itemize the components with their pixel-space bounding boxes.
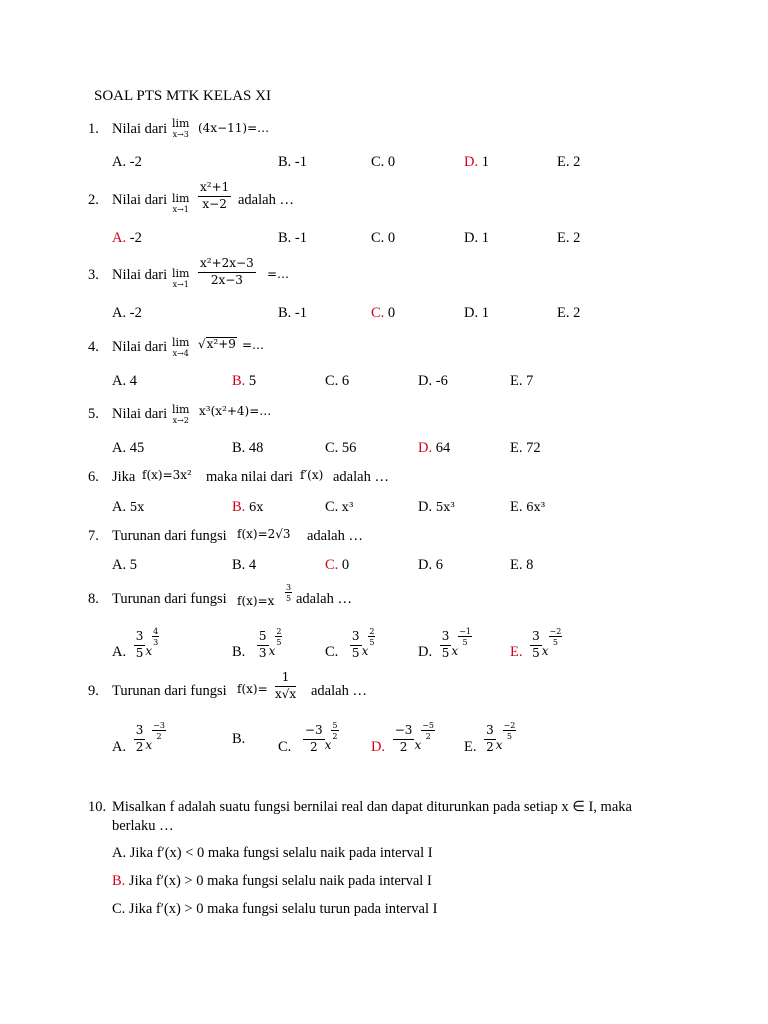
question-number: 2. (88, 192, 99, 208)
option-c: C. 0 (371, 230, 396, 246)
square-root: √x²+9 (198, 337, 236, 351)
option-d: D. 1 (464, 230, 489, 246)
question-number: 8. (88, 591, 99, 607)
option-c: C. 6 (325, 373, 350, 389)
question-number: 7. (88, 528, 99, 544)
option-c: C. $\frac{-3}{2}$ $_x$ $\frac{5}{2}$ (278, 721, 338, 755)
question-number: 6. (88, 469, 99, 485)
option-d: D. 1 (464, 154, 489, 170)
fraction: $\frac{\text{x²+1}}{x-2}$ (200, 180, 230, 211)
question-text: Turunan dari fungsi (112, 591, 227, 607)
question-number: 10. (88, 799, 107, 815)
fraction: $\frac{1}{x√x}$ (275, 670, 297, 701)
question-text: Nilai dari (112, 406, 168, 422)
question-text: Turunan dari fungsi (112, 683, 227, 699)
question-text: Nilai dari (112, 267, 168, 283)
question-number: 3. (88, 267, 99, 283)
question-number: 5. (88, 406, 99, 422)
function-expression: f(x)=x (237, 594, 275, 608)
option-b: B. 48 (232, 440, 264, 456)
question-text: Nilai dari (112, 192, 168, 208)
limit-operator: lim x→4 (172, 336, 190, 358)
function-expression: f(x)=3x² (142, 468, 192, 482)
option-d: D. -6 (418, 373, 448, 389)
option-a: A. Jika f′(x) < 0 maka fungsi selalu naik pada interval I (112, 845, 433, 861)
option-a: A. -2 (112, 154, 142, 170)
option-a: A. 45 (112, 440, 145, 456)
function-expression: f(x)= (237, 682, 268, 696)
question-mid: maka nilai dari (206, 469, 293, 485)
option-b: B. -1 (278, 230, 308, 246)
question-text-line-1: Misalkan f adalah suatu fungsi bernilai real dan dapat diturunkan pada setiap x ∈ I, maka (112, 799, 632, 815)
option-c: C. 56 (325, 440, 357, 456)
option-a: A. 5 (112, 557, 137, 573)
option-a: A. -2 (112, 305, 142, 321)
question-text: Jika (112, 469, 136, 485)
question-text: Nilai dari (112, 121, 168, 137)
option-e: E. 7 (510, 373, 534, 389)
question-tail: adalah … (296, 591, 352, 607)
option-c: C. x³ (325, 499, 354, 515)
question-text: Turunan dari fungsi (112, 528, 227, 544)
question-text: Nilai dari (112, 339, 168, 355)
option-d: D. 64 (418, 440, 451, 456)
question-tail: adalah … (238, 192, 294, 208)
question-number: 9. (88, 683, 99, 699)
option-c: C. 0 (325, 557, 350, 573)
question-tail: =… (267, 267, 290, 281)
question-tail: adalah … (307, 528, 363, 544)
option-e: E. 72 (510, 440, 541, 456)
limit-operator: lim x→3 (172, 117, 190, 139)
question-number: 4. (88, 339, 99, 355)
option-d: D. $\frac{3}{5}$ $_x$ $\frac{-1}{5}$ (418, 627, 471, 660)
option-b: B. -1 (278, 305, 308, 321)
fraction: $\frac{\text{x²+2x−3}}{2x-3}$ (200, 256, 254, 287)
option-c: C. 0 (371, 154, 396, 170)
option-b: B. (232, 731, 246, 747)
option-a: A. $\frac{3}{2}$ $_x$ $\frac{-3}{2}$ (112, 721, 165, 755)
option-a: A. 4 (112, 373, 137, 389)
option-a: A. 5x (112, 499, 145, 515)
option-e: E. $\frac{3}{2}$ $_x$ $\frac{-2}{5}$ (464, 721, 516, 755)
option-b: B. 6x (232, 499, 264, 515)
option-e: E. 2 (557, 230, 581, 246)
question-tail: =… (242, 338, 265, 352)
option-b: B. Jika f′(x) > 0 maka fungsi selalu naik pada interval I (112, 873, 432, 889)
option-b: B. -1 (278, 154, 308, 170)
option-c: C. $\frac{3}{5}$ $_x$ $\frac{2}{5}$ (325, 627, 375, 660)
exponent: $\frac{3}{5}$ (286, 583, 292, 604)
question-tail: adalah … (333, 469, 389, 485)
page-title: SOAL PTS MTK KELAS XI (94, 88, 271, 104)
option-d: D. 5x³ (418, 499, 455, 515)
question-number: 1. (88, 121, 99, 137)
limit-expression: x³(x²+4)=… (199, 404, 272, 418)
function-expression: f(x)=2√3 (237, 527, 291, 541)
option-c: C. Jika f′(x) > 0 maka fungsi selalu turun pada interval I (112, 901, 438, 917)
option-a: A. -2 (112, 230, 142, 246)
limit-operator: lim x→2 (172, 403, 190, 425)
option-b: B. $\frac{5}{3}$ $_x$ $\frac{2}{5}$ (232, 627, 282, 660)
option-d: D. 6 (418, 557, 443, 573)
question-tail: adalah … (311, 683, 367, 699)
question-text-line-2: berlaku … (112, 818, 174, 834)
option-e: E. $\frac{3}{5}$ $_x$ $\frac{-2}{5}$ (510, 627, 562, 660)
derivative-expression: f′(x) (300, 468, 324, 482)
option-e: E. 6x³ (510, 499, 546, 515)
option-e: E. 2 (557, 154, 581, 170)
option-e: E. 2 (557, 305, 581, 321)
limit-expression: (4x−11)=… (198, 121, 270, 135)
option-e: E. 8 (510, 557, 534, 573)
option-a: A. $\frac{3}{5}$ $_x$ $\frac{4}{3}$ (112, 627, 159, 660)
option-b: B. 5 (232, 373, 257, 389)
limit-operator: lim x→1 (172, 267, 190, 289)
option-c: C. 0 (371, 305, 396, 321)
option-d: D. $\frac{-3}{2}$ $_x$ $\frac{-5}{2}$ (371, 721, 435, 755)
limit-operator: lim x→1 (172, 192, 190, 214)
option-d: D. 1 (464, 305, 489, 321)
option-b: B. 4 (232, 557, 257, 573)
